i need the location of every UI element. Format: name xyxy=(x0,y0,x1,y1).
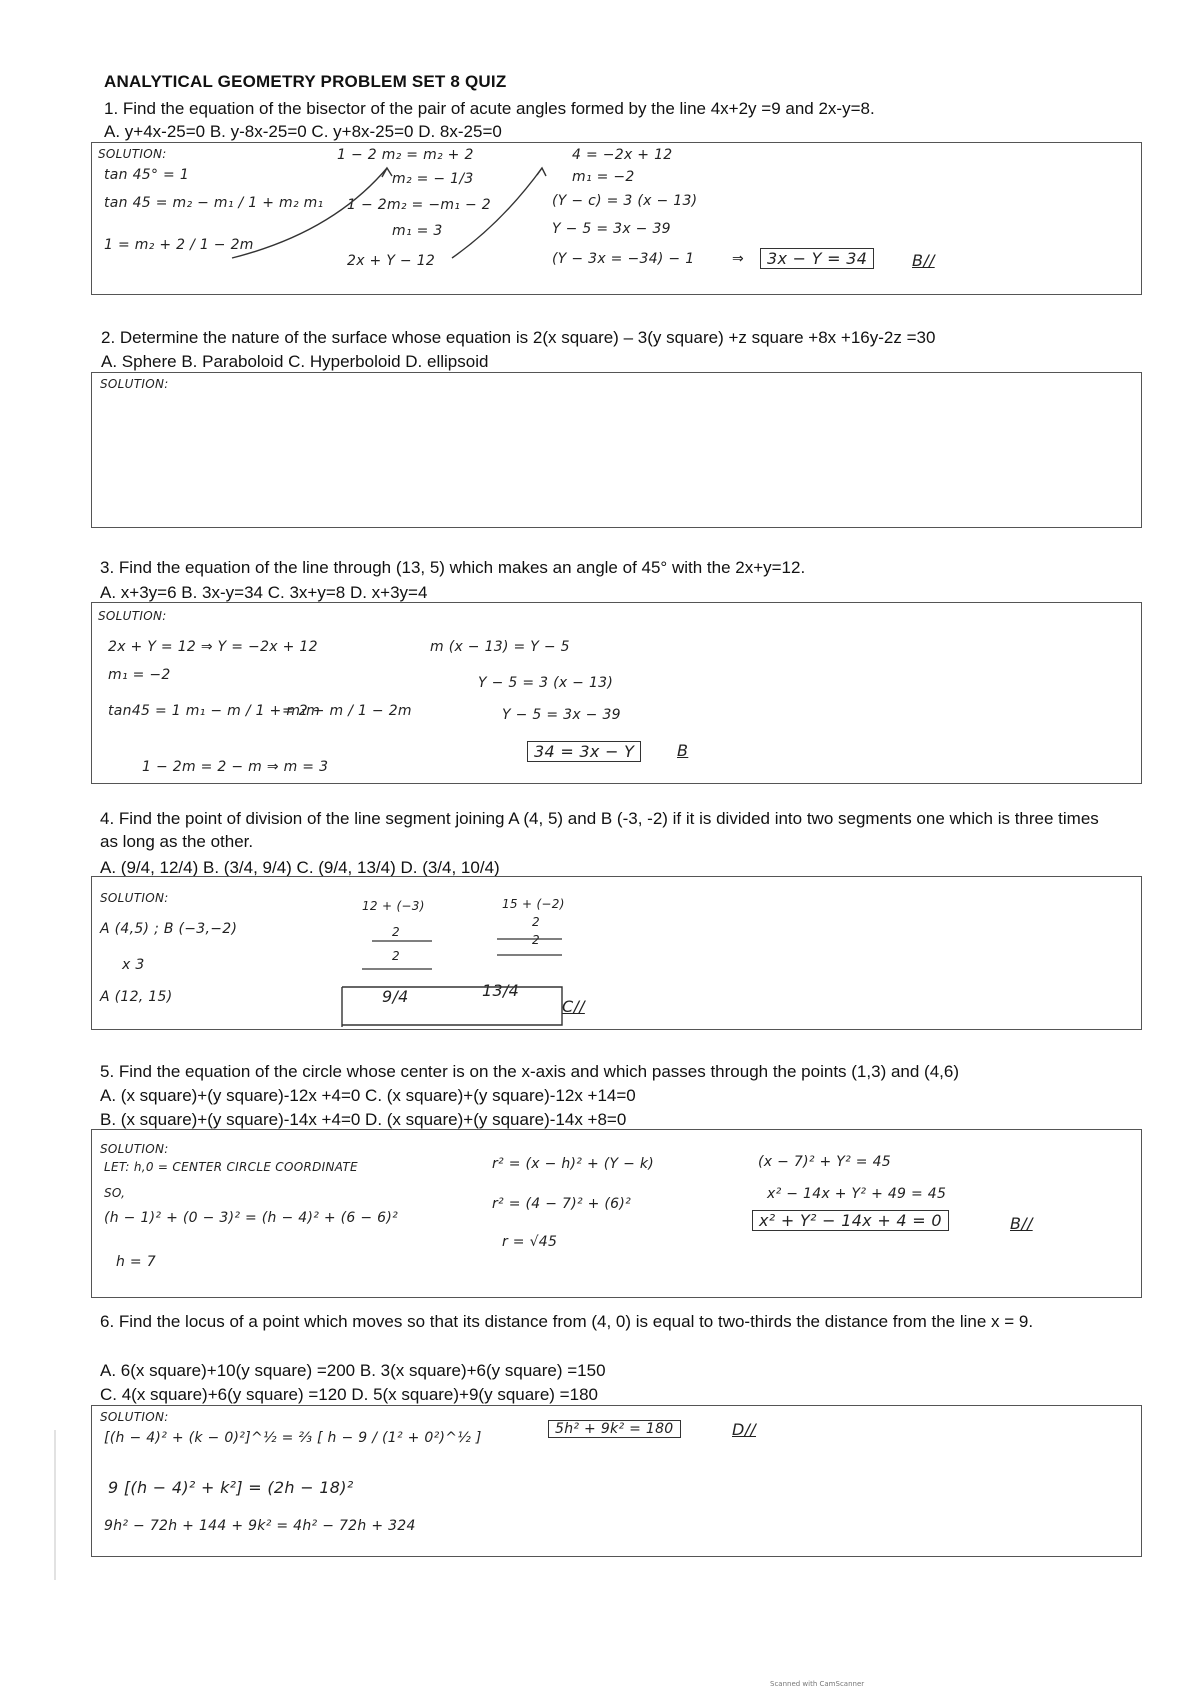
work-line: r = √45 xyxy=(502,1234,558,1250)
work-line: SO, xyxy=(104,1186,126,1200)
final-answer: 3x − Y = 34 xyxy=(760,248,874,269)
work-line: Y − 5 = 3x − 39 xyxy=(552,221,671,237)
question-4-choices: A. (9/4, 12/4) B. (3/4, 9/4) C. (9/4, 13/4) D. (3/4, 10/4) xyxy=(100,858,500,877)
work-line: LET: h,0 = CENTER CIRCLE COORDINATE xyxy=(104,1160,358,1174)
work-line: r² = (x − h)² + (Y − k) xyxy=(492,1156,655,1172)
question-2-solution-box xyxy=(91,372,1142,528)
solution-label: SOLUTION: xyxy=(98,147,167,161)
work-line: tan45 = 1 m₁ − m / 1 + m₁m xyxy=(108,703,321,719)
solution-label: SOLUTION: xyxy=(100,1142,169,1156)
question-3-choices: A. x+3y=6 B. 3x-y=34 C. 3x+y=8 D. x+3y=4 xyxy=(100,583,428,602)
work-line: m₁ = 3 xyxy=(392,223,443,239)
work-line: 2x + Y = 12 ⇒ Y = −2x + 12 xyxy=(108,639,318,655)
question-5-choices-2: B. (x square)+(y square)-14x +4=0 D. (x square)+(y square)-14x +8=0 xyxy=(100,1110,627,1129)
solution-label: SOLUTION: xyxy=(100,891,169,905)
work-line: (Y − 3x = −34) − 1 xyxy=(552,251,695,267)
work-line: 9h² − 72h + 144 + 9k² = 4h² − 72h + 324 xyxy=(104,1518,416,1534)
work-line: 13/4 xyxy=(482,981,520,1000)
work-line: m₁ = −2 xyxy=(108,667,171,683)
question-6-text: 6. Find the locus of a point which moves so that its distance from (4, 0) is equal to two-thirds the distance from the line x = 9. xyxy=(100,1312,1034,1331)
work-line: (h − 1)² + (0 − 3)² = (h − 4)² + (6 − 6)² xyxy=(104,1210,399,1226)
work-line: 2 xyxy=(532,933,540,947)
work-line: m₁ = −2 xyxy=(572,169,635,185)
question-1-solution-box xyxy=(91,142,1142,295)
work-line: 1 − 2m = 2 − m ⇒ m = 3 xyxy=(142,759,329,775)
work-line: Y − 5 = 3 (x − 13) xyxy=(478,675,614,691)
question-4-solution-box xyxy=(91,876,1142,1030)
connector-stroke xyxy=(222,163,402,263)
answer-mark: B// xyxy=(912,251,935,270)
work-line: tan 45° = 1 xyxy=(104,167,190,183)
answer-mark: C// xyxy=(562,997,585,1016)
work-line: x² − 14x + Y² + 49 = 45 xyxy=(767,1186,947,1202)
connector-stroke xyxy=(442,163,562,263)
fraction-bars xyxy=(332,917,592,1027)
solution-label: SOLUTION: xyxy=(100,377,169,391)
question-3-solution-box xyxy=(91,602,1142,784)
question-4-text: 4. Find the point of division of the line segment joining A (4, 5) and B (-3, -2) if it is divided into two segments one which is three times as long as the other. xyxy=(100,809,1099,851)
work-line: 9/4 xyxy=(382,987,409,1006)
work-line: 2 xyxy=(392,925,400,939)
work-line: 1 − 2 m₂ = m₂ + 2 xyxy=(337,147,474,163)
work-line: A (4,5) ; B (−3,−2) xyxy=(100,921,238,937)
work-line: 9 [(h − 4)² + k²] = (2h − 18)² xyxy=(108,1478,354,1497)
work-line: tan 45 = m₂ − m₁ / 1 + m₂ m₁ xyxy=(104,195,324,211)
question-6-choices-1: A. 6(x square)+10(y square) =200 B. 3(x square)+6(y square) =150 xyxy=(100,1361,606,1380)
work-line: [(h − 4)² + (k − 0)²]^½ = ⅔ [ h − 9 / (1² + 0²)^½ ] xyxy=(104,1430,482,1446)
solution-label: SOLUTION: xyxy=(98,609,167,623)
work-line: 1 − 2m₂ = −m₁ − 2 xyxy=(347,197,491,213)
work-line: 4 = −2x + 12 xyxy=(572,147,673,163)
question-2-text: 2. Determine the nature of the surface whose equation is 2(x square) – 3(y square) +z square +8x +16y-2z =30 xyxy=(101,328,936,347)
answer-mark: D// xyxy=(732,1420,757,1439)
question-3-text: 3. Find the equation of the line through (13, 5) which makes an angle of 45° with the 2x+y=12. xyxy=(100,558,806,577)
solution-label: SOLUTION: xyxy=(100,1410,169,1424)
work-line: A (12, 15) xyxy=(100,989,173,1005)
question-1-text: 1. Find the equation of the bisector of the pair of acute angles formed by the line 4x+2y =9 and 2x-y=8. xyxy=(104,99,875,118)
work-line: m (x − 13) = Y − 5 xyxy=(430,639,570,655)
document-title: ANALYTICAL GEOMETRY PROBLEM SET 8 QUIZ xyxy=(104,72,507,91)
answer-mark: B// xyxy=(1010,1214,1033,1233)
work-line: 2x + Y − 12 xyxy=(347,253,436,269)
question-1-choices: A. y+4x-25=0 B. y-8x-25=0 C. y+8x-25=0 D. 8x-25=0 xyxy=(104,122,502,141)
implies-arrow: ⇒ xyxy=(732,251,745,267)
question-5-choices-1: A. (x square)+(y square)-12x +4=0 C. (x square)+(y square)-12x +14=0 xyxy=(100,1086,636,1105)
work-line: = 2 − m / 1 − 2m xyxy=(282,703,412,719)
scan-edge-shadow xyxy=(54,1430,56,1580)
final-answer: x² + Y² − 14x + 4 = 0 xyxy=(752,1210,949,1231)
work-line: 2 xyxy=(392,949,400,963)
final-answer: 5h² + 9k² = 180 xyxy=(548,1420,681,1438)
final-answer: 34 = 3x − Y xyxy=(527,741,641,762)
work-line: (Y − c) = 3 (x − 13) xyxy=(552,193,698,209)
work-line: m₂ = − 1/3 xyxy=(392,171,474,187)
question-5-text: 5. Find the equation of the circle whose center is on the x-axis and which passes through the points (1,3) and (4,6) xyxy=(100,1062,959,1081)
scanner-watermark: Scanned with CamScanner xyxy=(770,1680,865,1688)
question-2-choices: A. Sphere B. Paraboloid C. Hyperboloid D. ellipsoid xyxy=(101,352,489,371)
work-line: 12 + (−3) xyxy=(362,899,425,913)
work-line: Y − 5 = 3x − 39 xyxy=(502,707,621,723)
work-line: 1 = m₂ + 2 / 1 − 2m xyxy=(104,237,254,253)
question-5-solution-box xyxy=(91,1129,1142,1298)
work-line: x 3 xyxy=(122,957,145,973)
work-line: (x − 7)² + Y² = 45 xyxy=(758,1154,891,1170)
work-line: 15 + (−2) xyxy=(502,897,565,911)
question-6-solution-box xyxy=(91,1405,1142,1557)
work-line: 2 xyxy=(532,915,540,929)
answer-mark: B xyxy=(677,741,689,760)
work-line: r² = (4 − 7)² + (6)² xyxy=(492,1196,632,1212)
work-line: h = 7 xyxy=(116,1254,156,1270)
question-6-choices-2: C. 4(x square)+6(y square) =120 D. 5(x square)+9(y square) =180 xyxy=(100,1385,598,1404)
